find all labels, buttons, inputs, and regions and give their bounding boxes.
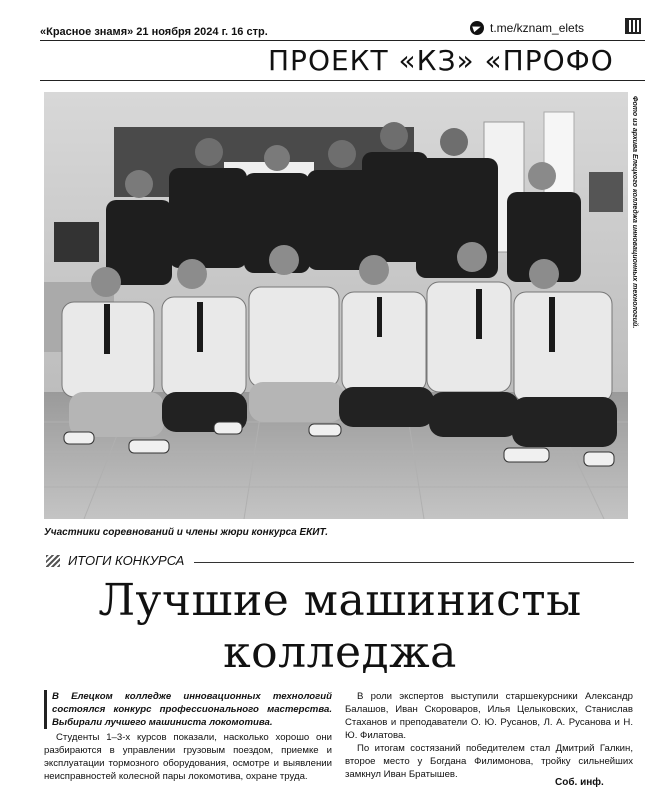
article-signature: Соб. инф. <box>555 777 604 788</box>
article-lead: В Елецком колледже инновационных технологий состоялся конкурс профессионального мастерства. Выбирали лучшего машиниста локомотива. <box>44 690 332 729</box>
telegram-handle: t.me/kznam_elets <box>490 21 585 35</box>
photo-credit: Фото из архива Елецкого колледжа инновационных технологий. <box>631 96 638 329</box>
article-column-left <box>44 690 332 783</box>
article-paragraph-1: Студенты 1–3-х курсов показали, насколько хорошо они разбираются в управлении грузовым поездом, приемке и эксплуатации тормозного оборудования, осмотре и выявлении неисправностей колесной пары локомотива, охране труда. <box>44 732 332 782</box>
article-paragraph-3: По итогам состязаний победителем стал Дмитрий Галкин, второе место у Богдана Филимонова, тройку сильнейших замкнул Иван Братышев. <box>345 743 633 780</box>
article-headline <box>40 575 640 679</box>
qr-code-icon <box>625 18 641 34</box>
header-rule <box>40 40 645 41</box>
article-column-right <box>345 690 633 781</box>
headline-line-2: колледжа <box>223 627 457 678</box>
project-title: ПРОЕКТ «КЗ» «ПРОФО <box>268 44 614 77</box>
headline-line-1: Лучшие машинисты <box>98 575 582 626</box>
telegram-icon <box>470 21 484 35</box>
header-publication-line: «Красное знамя» 21 ноября 2024 г. 16 стр. <box>40 26 268 38</box>
group-photo-illustration <box>44 92 628 519</box>
rubric-bar <box>44 553 634 569</box>
rubric-label: ИТОГИ КОНКУРСА <box>68 553 185 568</box>
article-paragraph-2: В роли экспертов выступили старшекурсники Александр Балашов, Иван Скороваров, Илья Целыковских, Станислав Стаханов и преподаватели О. Ю. Русанов, Л. А. Русанова и Н. Ю. Филатова. <box>345 691 633 741</box>
section-rule <box>40 80 645 81</box>
rubric-mark-icon <box>46 555 60 567</box>
group-photo <box>44 92 628 519</box>
rubric-rule <box>194 562 634 563</box>
photo-caption: Участники соревнований и члены жюри конкурса ЕКИТ. <box>44 527 328 538</box>
telegram-link[interactable] <box>470 17 620 39</box>
